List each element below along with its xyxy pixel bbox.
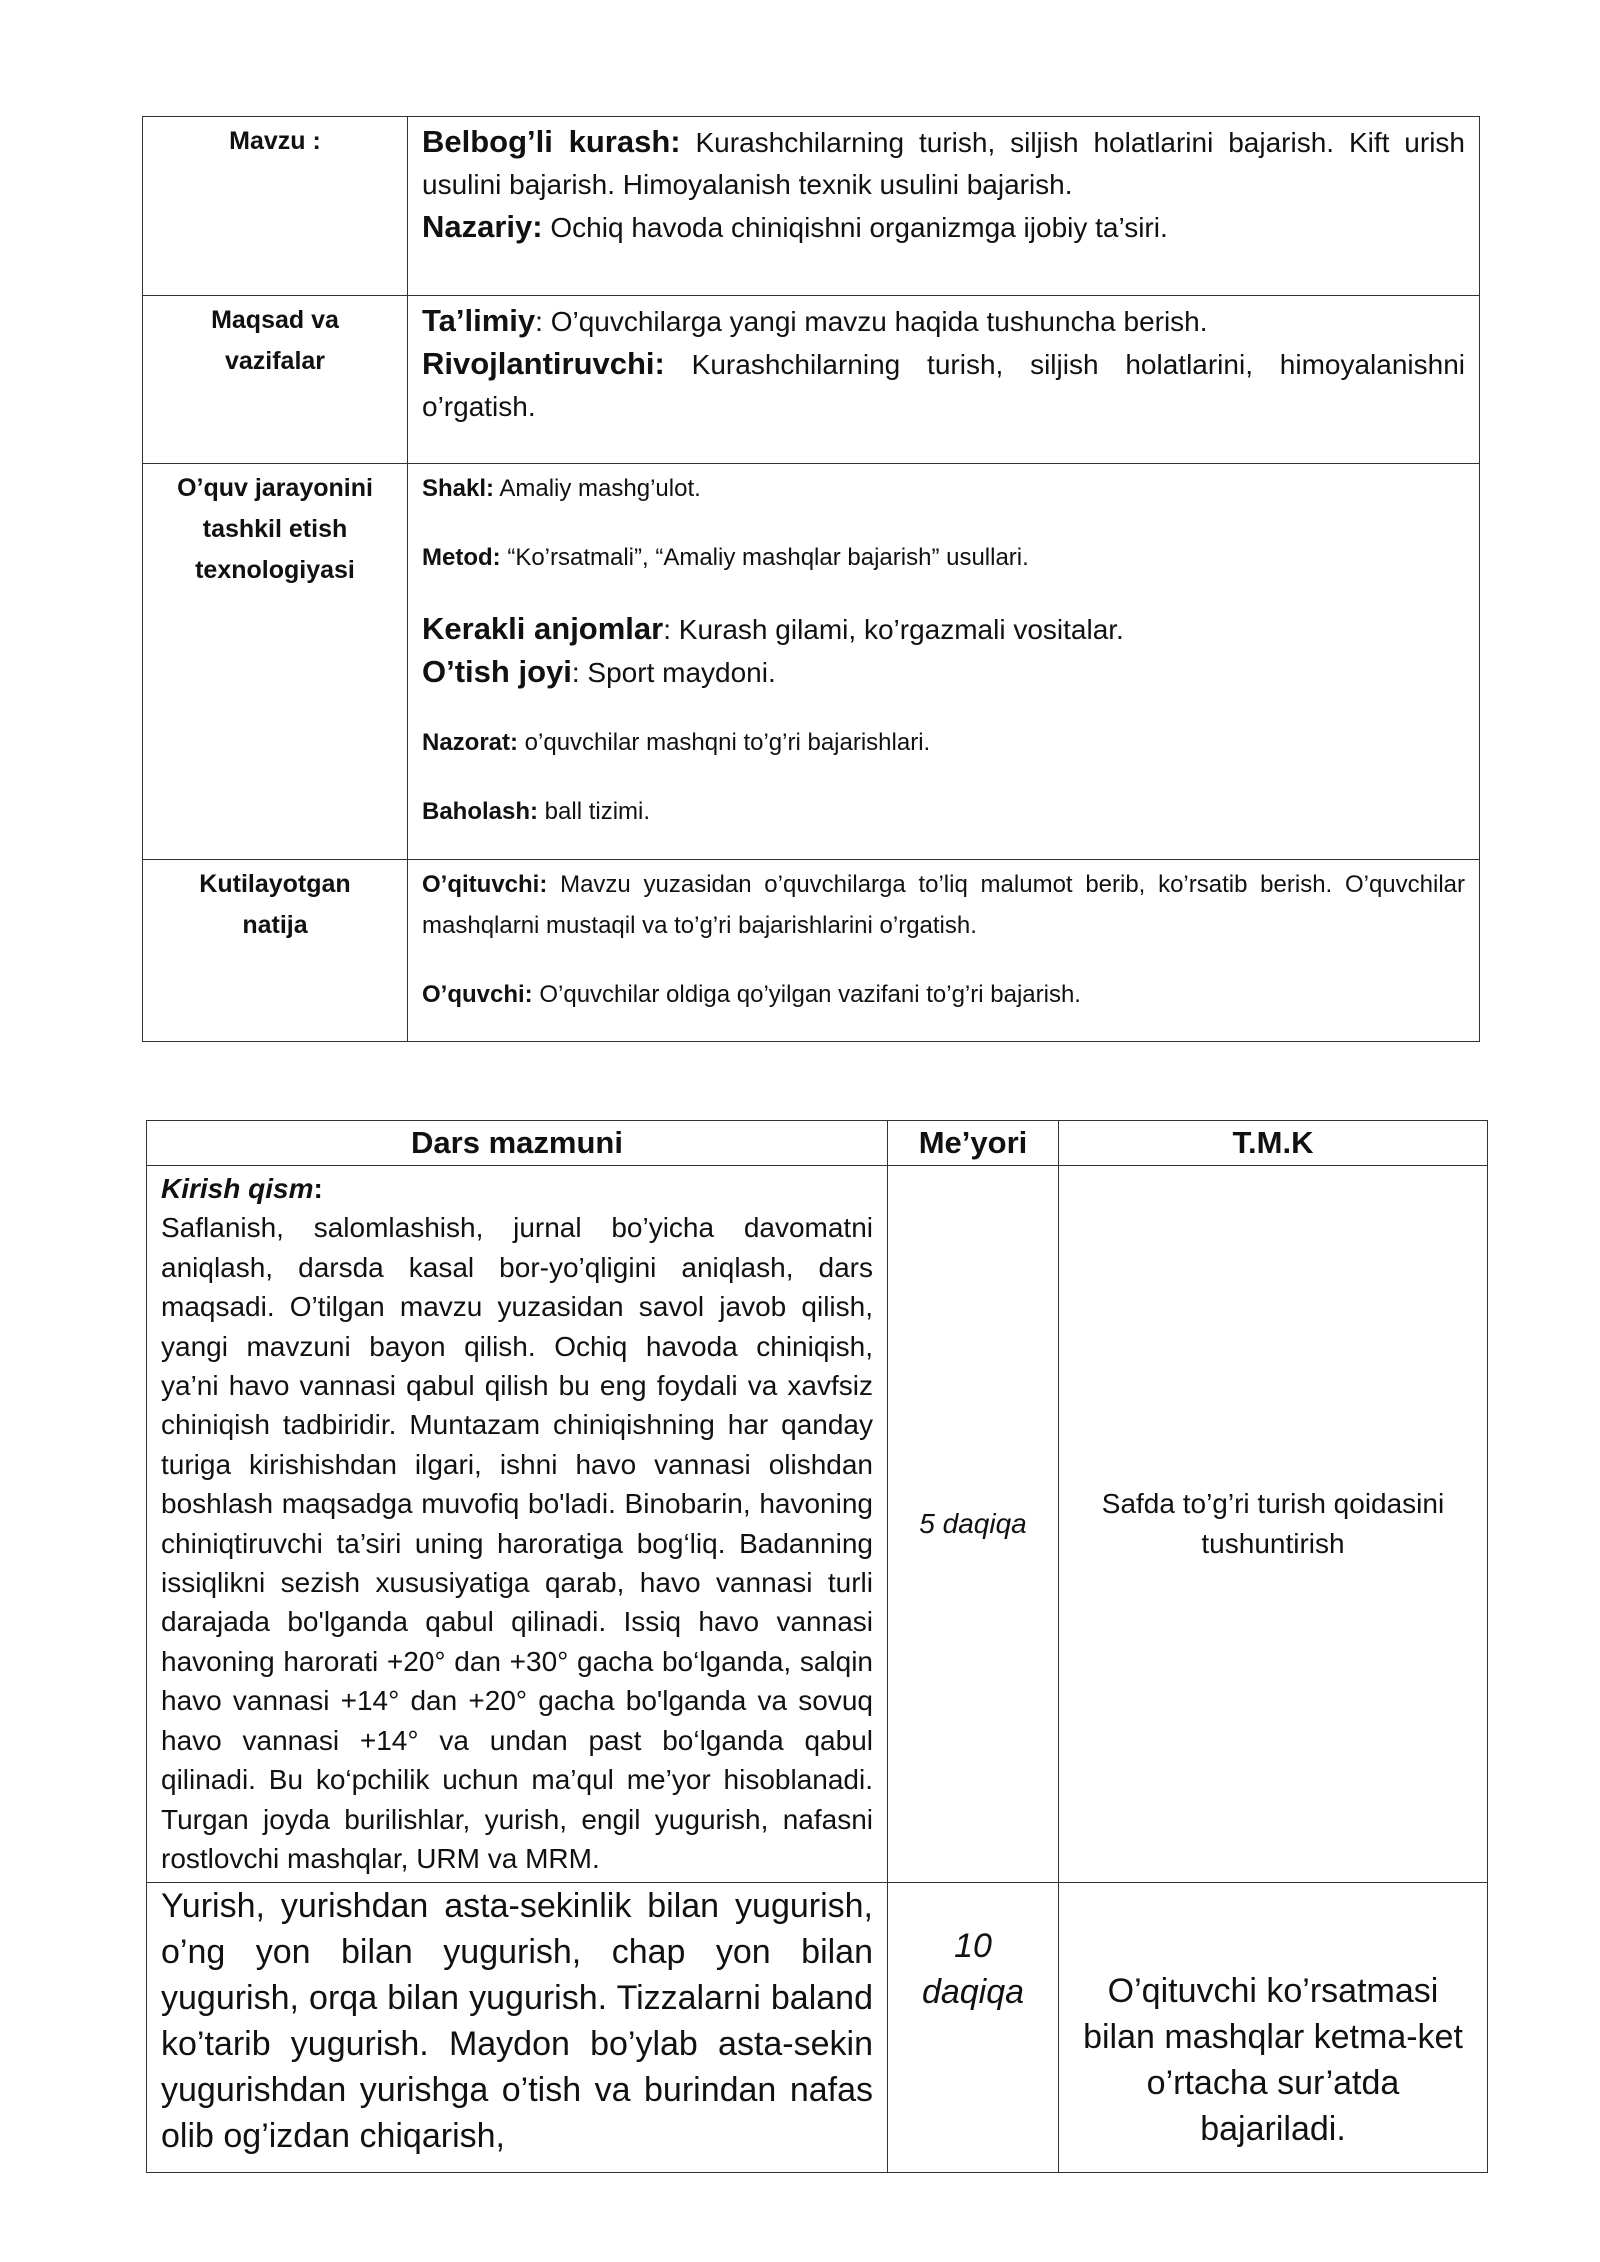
label-maqsad-line2: vazifalar — [224, 347, 326, 375]
yurish-norm-line1: 10 — [954, 1927, 992, 1966]
plan-row-maqsad — [143, 296, 1480, 464]
theory-head: Nazariy: — [422, 209, 543, 244]
nazorat-head: Nazorat: — [422, 729, 519, 756]
anjomlar — [422, 608, 1465, 651]
label-jarayon-line1: O’quv jarayonini — [177, 474, 373, 502]
pupil-result — [422, 974, 1465, 1015]
shakl-text: Amaliy mashg’ulot. — [494, 475, 701, 502]
lesson-content-table — [146, 1120, 1488, 2173]
plan-row-jarayon — [143, 464, 1480, 860]
kirish-title — [161, 1169, 873, 1208]
shakl — [422, 468, 1465, 509]
talimiy — [422, 300, 1465, 343]
pupil-head: O’quvchi: — [422, 981, 533, 1008]
label-natija-line1: Kutilayotgan — [199, 870, 351, 898]
label-natija-line2: natija — [242, 911, 308, 939]
label-mavzu: Mavzu : — [143, 117, 408, 296]
label-jarayon-line3: texnologiyasi — [195, 556, 355, 584]
rivojlantiruvchi — [422, 343, 1465, 428]
joy-head: O’tish joyi — [422, 654, 572, 689]
lesson-plan-table — [142, 116, 1480, 1042]
baholash — [422, 791, 1465, 832]
header-dars-mazmuni: Dars mazmuni — [147, 1121, 888, 1166]
kirish-title-text: Kirish qism — [161, 1173, 314, 1204]
talimiy-head: Ta’limiy — [422, 303, 536, 338]
kirish-text-cell — [147, 1166, 888, 1883]
kirish-body: Saflanish, salomlashish, jurnal bo’yicha davomatni aniqlash, darsda kasal bor-yo’qligini aniqlash, dars maqsadi. O’tilgan mavzu yuzasidan savol javob qilish, yangi mavzuni bayon qilish. Ochiq havoda chiniqish, ya’ni havo vannasi qabul qilish bu eng foydali va xavfsiz chiniqish tadbiridir. Muntazam chiniqishning har qanday turiga kirishishdan ilgari, ishni havo vannasi olishdan boshlash maqsadga muvofiq bo'ladi. Binobarin, havoning chiniqtiruvchi ta’siri uning haroratiga bog‘liq. Badanning issiqlikni sezish xususiyatiga qarab, havo vannasi turli darajada bo'lganda qabul qilinadi. Issiq havo vannasi havoning harorati +20° dan +30° gacha bo‘lganda, salqin havo vannasi +14° dan +20° gacha bo'lganda va sovuq havo vannasi +14° va undan past bo‘lganda qabul qilinadi. Bu ko‘pchilik uchun ma’qul me’yor hisoblanadi. Turgan joyda burilishlar, yurish, engil yugurish, nafasni rostlovchi mashqlar, URM va MRM. — [161, 1212, 873, 1874]
teacher-result — [422, 864, 1465, 946]
label-maqsad-line1: Maqsad va — [211, 306, 339, 334]
content-header-row — [147, 1121, 1488, 1166]
maqsad-content — [408, 296, 1480, 464]
teacher-head: O’qituvchi: — [422, 871, 548, 898]
mavzu-theory — [422, 206, 1465, 249]
nazorat-text: o’quvchilar mashqni to’g’ri bajarishlari. — [518, 729, 931, 756]
yurish-norm-line2: daqiqa — [921, 1973, 1025, 2012]
mavzu-topic — [422, 121, 1465, 206]
label-maqsad — [143, 296, 408, 464]
shakl-head: Shakl: — [422, 475, 495, 502]
plan-row-mavzu — [143, 117, 1480, 296]
anjom-text: : Kurash gilami, ko’rgazmali vositalar. — [663, 614, 1124, 645]
label-natija — [143, 860, 408, 1042]
talimiy-text: : O’quvchilarga yangi mavzu haqida tushuncha berish. — [535, 306, 1208, 337]
metod — [422, 537, 1465, 578]
label-jarayon-line2: tashkil etish — [202, 515, 348, 543]
pupil-text: O’quvchilar oldiga qo’yilgan vazifani to’g’ri bajarish. — [532, 981, 1081, 1008]
kirish-title-colon: : — [313, 1173, 323, 1204]
mavzu-content — [408, 117, 1480, 296]
joy-text: : Sport maydoni. — [571, 657, 776, 688]
baho-text: ball tizimi. — [538, 798, 651, 825]
jarayon-content — [408, 464, 1480, 860]
metod-head: Metod: — [422, 544, 501, 571]
label-jarayon — [143, 464, 408, 860]
header-meyori: Me’yori — [888, 1121, 1059, 1166]
topic-text: Kurashchilarning turish, siljish holatlarini bajarish. Kift urish usulini bajarish. Himoyalanish texnik usulini bajarish. — [422, 127, 1465, 200]
rivoj-text: Kurashchilarning turish, siljish holatlarini, himoyalanishni o’rgatish. — [422, 349, 1465, 422]
otish-joyi — [422, 651, 1465, 694]
baho-head: Baholash: — [422, 798, 539, 825]
anjom-head: Kerakli anjomlar — [422, 611, 664, 646]
yurish-norm — [888, 1883, 1059, 2173]
kirish-norm: 5 daqiqa — [888, 1166, 1059, 1883]
theory-text: Ochiq havoda chiniqishni organizmga ijobiy ta’siri. — [542, 212, 1168, 243]
natija-content — [408, 860, 1480, 1042]
metod-text: “Ko’rsatmali”, “Amaliy mashqlar bajarish” usullari. — [500, 544, 1029, 571]
teacher-text: Mavzu yuzasidan o’quvchilarga to’liq malumot berib, ko’rsatib berish. O’quvchilar mashqlarni mustaqil va to’g’ri bajarishlarini o’rgatish. — [422, 871, 1465, 939]
content-row-yurish — [147, 1883, 1488, 2173]
yurish-tmk: O’qituvchi ko’rsatmasi bilan mashqlar ketma-ket o’rtacha sur’atda bajariladi. — [1059, 1883, 1488, 2173]
header-tmk: T.M.K — [1059, 1121, 1488, 1166]
nazorat — [422, 722, 1465, 763]
topic-head: Belbog’li kurash: — [422, 124, 681, 159]
yurish-text: Yurish, yurishdan asta-sekinlik bilan yugurish, o’ng yon bilan yugurish, chap yon bilan yugurish, orqa bilan yugurish. Tizzalarni baland ko’tarib yugurish. Maydon bo’ylab asta-sekin yugurishdan yurishga o’tish va burindan nafas olib og’izdan chiqarish, — [147, 1883, 888, 2173]
plan-row-natija — [143, 860, 1480, 1042]
rivoj-head: Rivojlantiruvchi: — [422, 346, 665, 381]
kirish-tmk: Safda to’g’ri turish qoidasini tushuntirish — [1059, 1166, 1488, 1883]
content-row-kirish — [147, 1166, 1488, 1883]
